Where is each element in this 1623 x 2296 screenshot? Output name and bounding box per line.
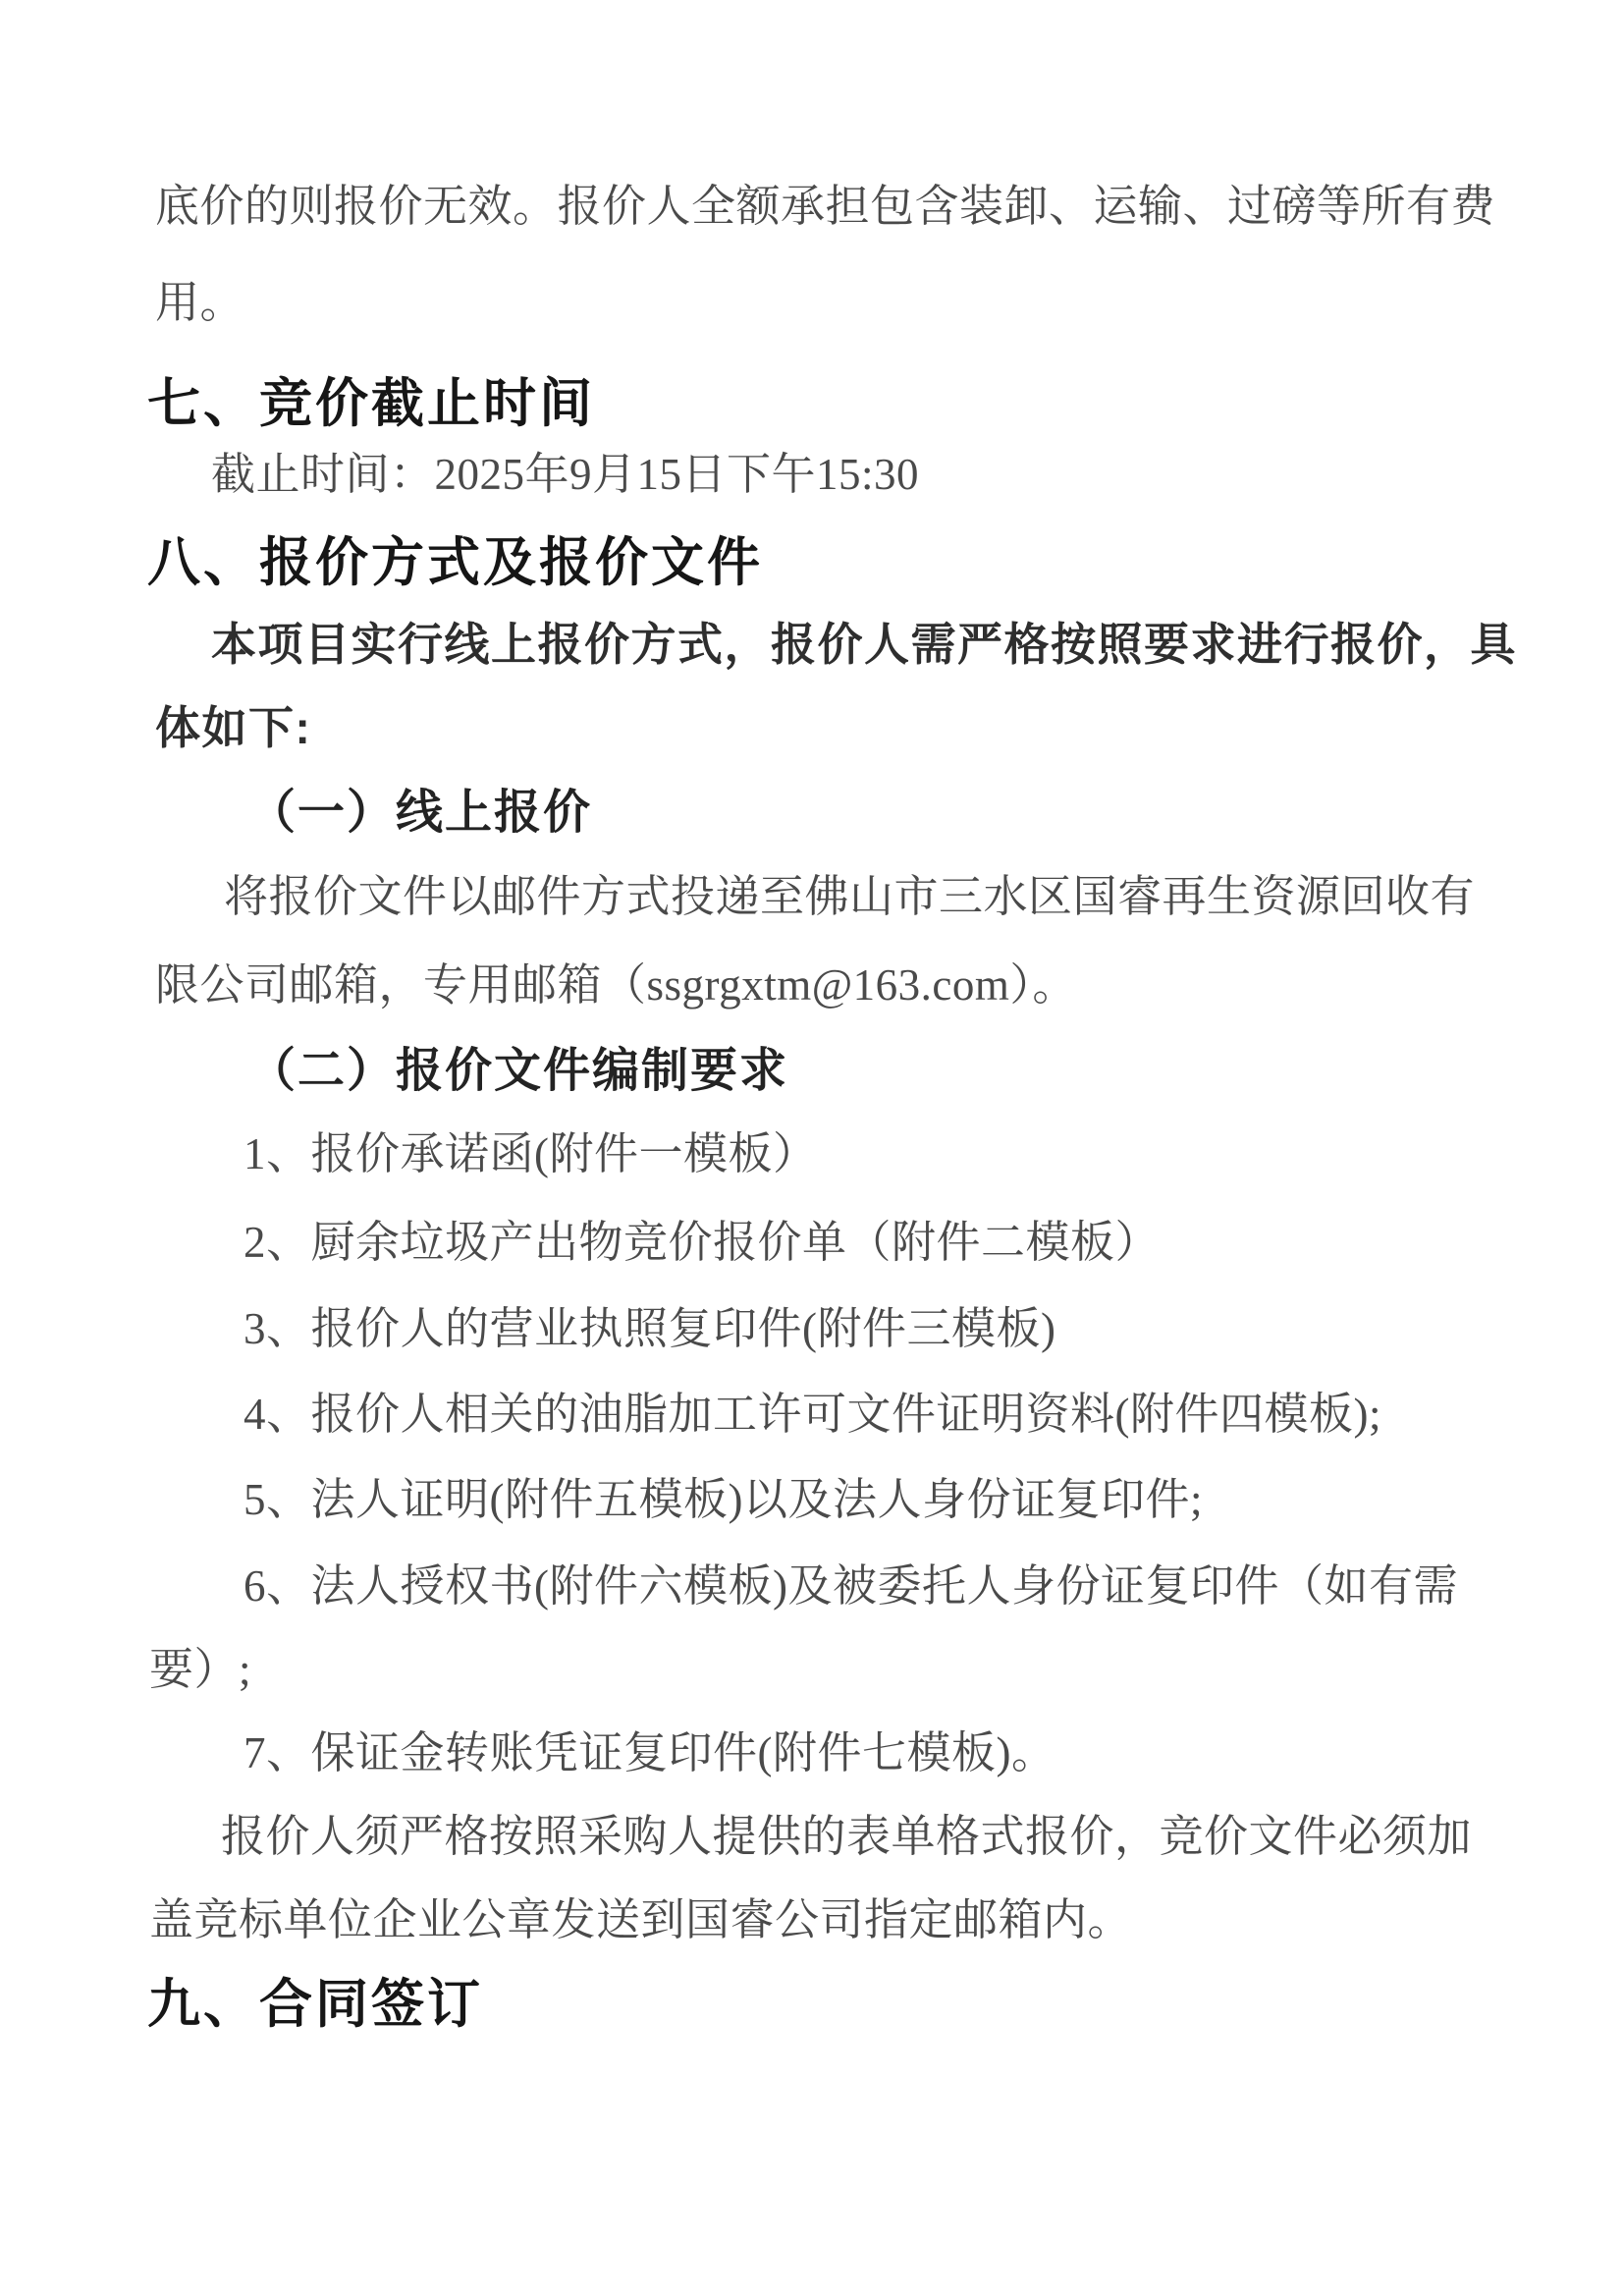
paragraph-fee-responsibility-line1: 底价的则报价无效。报价人全额承担包含装卸、运输、过磅等所有费 <box>155 182 1496 231</box>
section-heading-bidding-deadline: 七、竞价截止时间 <box>147 374 595 433</box>
subheading-online-quotation: （一）线上报价 <box>248 787 593 839</box>
requirement-item-5: 5、法人证明(附件五模板)以及法人身份证复印件; <box>243 1475 1203 1524</box>
requirement-item-6-line2: 要）; <box>149 1645 252 1694</box>
paragraph-fee-responsibility-line2: 用。 <box>155 278 245 327</box>
paragraph-email-submission-line2: 限公司邮箱，专用邮箱（ssgrgxtm@163.com）。 <box>155 960 1077 1010</box>
requirement-item-6-line1: 6、法人授权书(附件六模板)及被委托人身份证复印件（如有需 <box>243 1561 1458 1611</box>
requirement-item-3: 3、报价人的营业执照复印件(附件三模板) <box>243 1304 1056 1353</box>
deadline-time-line: 截止时间：2025年9月15日下午15:30 <box>211 450 920 499</box>
subheading-quotation-document-requirements: （二）报价文件编制要求 <box>248 1045 789 1097</box>
section-heading-contract-signing: 九、合同签订 <box>147 1975 483 2034</box>
paragraph-email-submission-line1: 将报价文件以邮件方式投递至佛山市三水区国睿再生资源回收有 <box>224 872 1476 921</box>
paragraph-quotation-intro-line2: 体如下: <box>155 702 312 753</box>
requirement-item-1: 1、报价承诺函(附件一模板） <box>243 1129 818 1178</box>
paragraph-quotation-intro-line1: 本项目实行线上报价方式，报价人需严格按照要求进行报价，具 <box>211 619 1517 670</box>
paragraph-seal-requirement-line2: 盖竞标单位企业公章发送到国睿公司指定邮箱内。 <box>149 1895 1133 1944</box>
paragraph-seal-requirement-line1: 报价人须严格按照采购人提供的表单格式报价，竞价文件必须加 <box>221 1812 1473 1861</box>
section-heading-quotation-method: 八、报价方式及报价文件 <box>147 533 763 592</box>
requirement-item-7: 7、保证金转账凭证复印件(附件七模板)。 <box>243 1728 1056 1777</box>
requirement-item-4: 4、报价人相关的油脂加工许可文件证明资料(附件四模板); <box>243 1390 1381 1439</box>
requirement-item-2: 2、厨余垃圾产出物竞价报价单（附件二模板） <box>243 1218 1161 1267</box>
